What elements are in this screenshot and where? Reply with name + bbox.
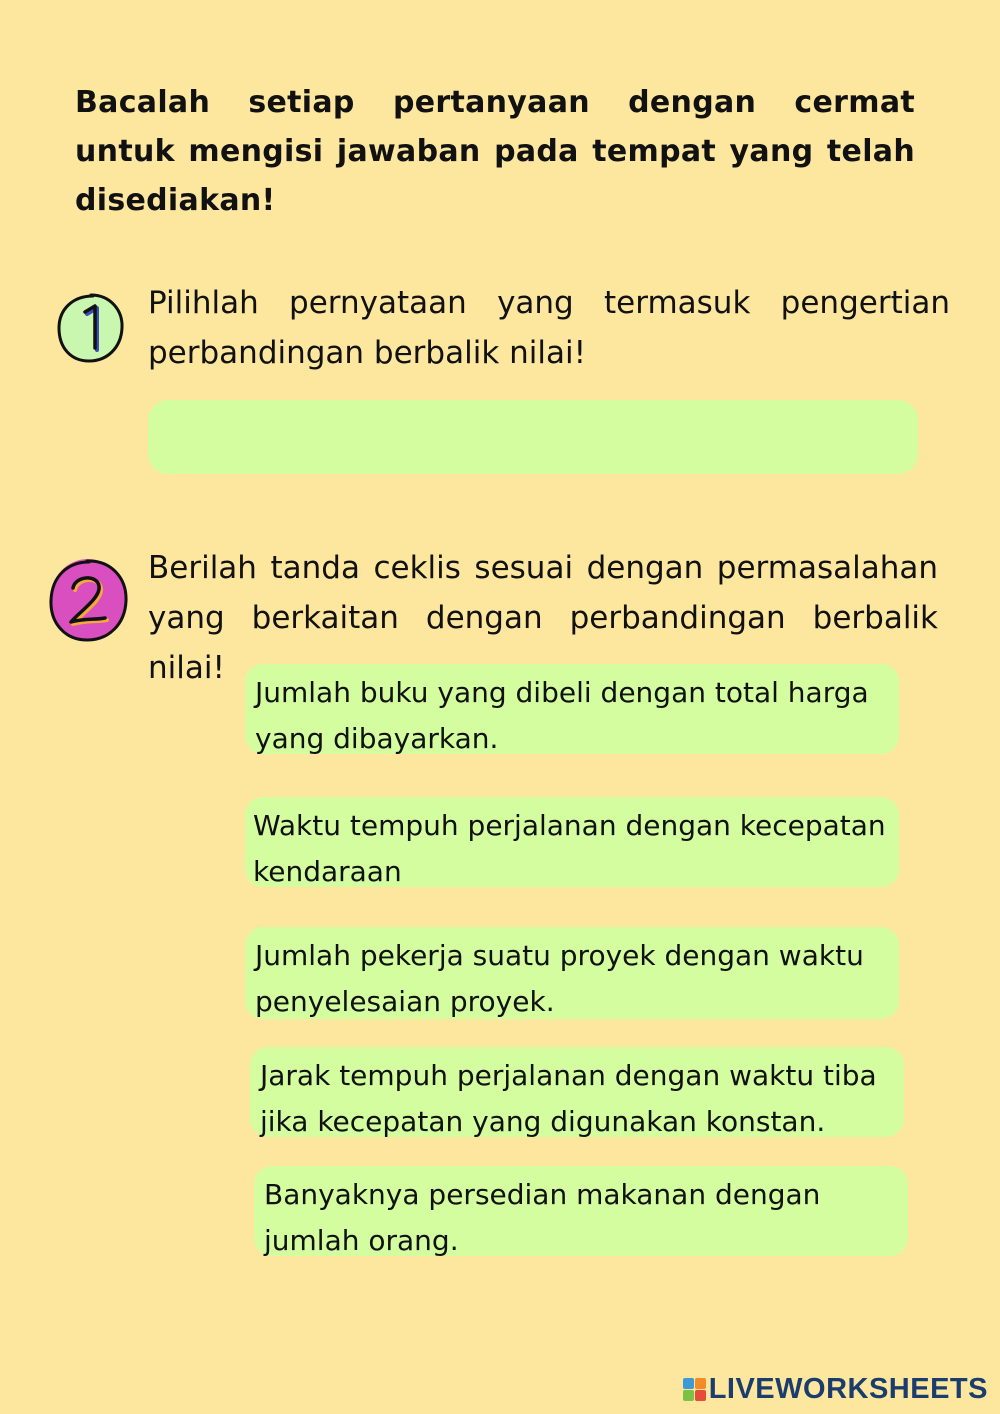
question-1-text: Pilihlah pernyataan yang termasuk pengertian perbandingan berbalik nilai! [148, 285, 950, 371]
liveworksheets-logo-icon [683, 1378, 706, 1401]
number-one-circle-icon [55, 290, 125, 364]
option-5[interactable]: Banyaknya persedian makanan dengan jumlah orang. [254, 1166, 908, 1256]
option-4[interactable]: Jarak tempuh perjalanan dengan waktu tiba jika kecepatan yang digunakan konstan. [250, 1047, 904, 1137]
brand-name: LIVEWORKSHEETS [708, 1372, 988, 1405]
option-1[interactable]: Jumlah buku yang dibeli dengan total harga yang dibayarkan. [245, 664, 899, 754]
liveworksheets-logo[interactable] [683, 1372, 988, 1406]
instruction-text: Bacalah setiap pertanyaan dengan cermat untuk mengisi jawaban pada tempat yang telah disediakan! [75, 85, 915, 218]
option-3[interactable]: Jumlah pekerja suatu proyek dengan waktu penyelesaian proyek. [245, 927, 899, 1019]
answer-input-1[interactable] [148, 400, 918, 474]
question-2-text: Berilah tanda ceklis sesuai dengan permasalahan yang berkaitan dengan perbandingan berbalik nilai! [148, 550, 938, 686]
option-2[interactable]: Waktu tempuh perjalanan dengan kecepatan kendaraan [245, 797, 899, 887]
number-two-circle-icon [45, 556, 131, 644]
